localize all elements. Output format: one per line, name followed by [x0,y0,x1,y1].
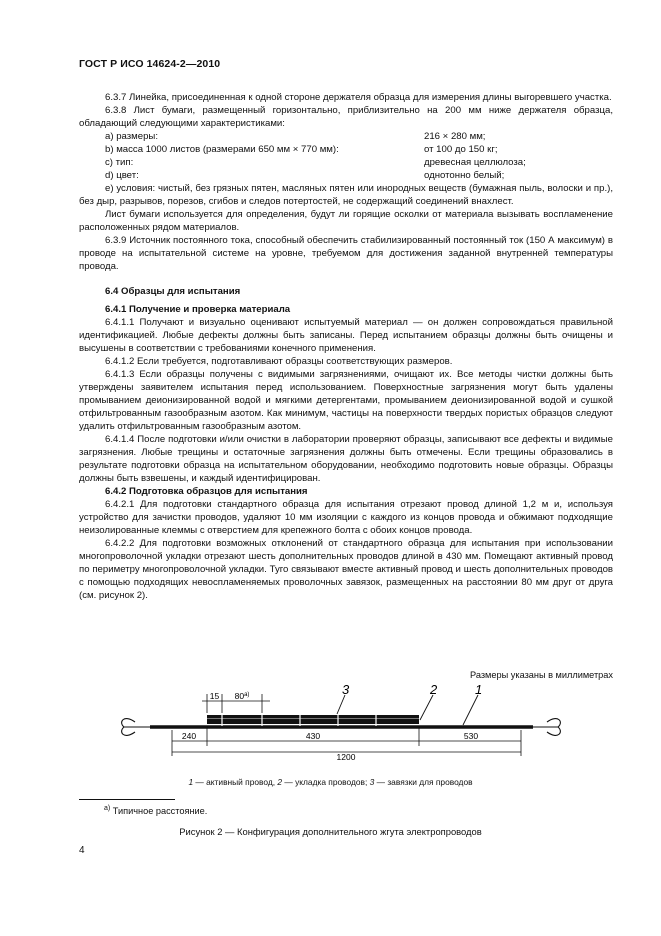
paragraph-6-3-9: 6.3.9 Источник постоянного тока, способный обеспечить стабилизированный постоянный ток (150 А максимум) в проводе на испытательной системе на уровне, требуемом для достижения заданной внутренней температуры провода. [79,235,613,272]
dim-240: 240 [181,731,197,741]
dim-80: 80$^{a)}$ [234,691,250,701]
dimensions-note: Размеры указаны в миллиметрах [470,670,613,680]
paragraph-6-3-8: 6.3.8 Лист бумаги, размещенный горизонтально, приблизительно на 200 мм ниже держателя образца, обладающий следующими характеристиками: [79,105,613,129]
paragraph-paper-use: Лист бумаги используется для определения, будут ли горящие осколки от материала вызывать воспламенение расположенных рядом материалов. [79,209,613,233]
legend-num: 1 [188,777,194,787]
paragraph-6-4-1-2: 6.4.1.2 Если требуется, подготавливают образцы соответствующих размеров. [105,356,453,367]
section-heading-6-4: 6.4 Образцы для испытания [105,286,241,297]
left-terminal [122,719,152,736]
list-key: a) размеры: [105,131,158,142]
footnote [104,805,207,816]
dim-530: 530 [463,731,479,741]
legend-num: 2 [277,777,283,787]
callout-2: 2 [430,682,438,697]
callout-3: 3 [342,682,350,697]
paragraph-6-4-1-3: 6.4.1.3 Если образцы получены с видимыми загрязнениями, очищают их. Все методы чистки должны быть утверждены заявителем испытания перед использованием. Поверхностные загрязнения могут быть удалены промыванием деионизированной водой и мягкими детергентами, промыванием деионизированной водой и сушкой отфильтрованным газообразным азотом. Как минимум, частицы на поверхности твердых пористых образцов следуют удалить отфильтрованным газообразным азотом. [79,369,613,432]
list-key: b) масса 1000 листов (размерами 650 мм × 770 мм): [105,144,339,155]
list-value: от 100 до 150 кг; [424,144,498,155]
dim-430: 430 [305,731,321,741]
paragraph-6-4-2-1: 6.4.2.1 Для подготовки стандартного образца для испытания отрезают провод длиной 1,2 м и, используя устройство для зачистки проводов, удаляют 10 мм изоляции с каждого из концов провода и обжимают подходящие неизолированные клеммы с отверстием для крепежного болта с обоих концов провода. [79,499,613,536]
list-key: c) тип: [105,157,134,168]
figure-legend [0,777,661,787]
dim-15: 15 [209,691,220,701]
right-terminal [530,719,560,736]
paragraph-6-4-1-1: 6.4.1.1 Получают и визуально оценивают испытуемый материал — он должен сопровождаться правильной идентификацией. Любые дефекты должны быть записаны. Перед испытанием образцы должны быть очищены и высушены в соответствии с требованиями конечного применения. [79,317,613,354]
section-heading-6-4-2: 6.4.2 Подготовка образцов для испытания [105,486,308,497]
page-number: 4 [79,845,85,856]
legend-text: — укладка проводов; [282,777,370,787]
list-value: 216 × 280 мм; [424,131,486,142]
list-value: древесная целлюлоза; [424,157,526,168]
list-item-e: е) условия: чистый, без грязных пятен, масляных пятен или инородных веществ (бумажная пыль, волоски и пр.), без дыр, разрывов, порезов, сгибов и следов потертостей, не содержащий соединений внахлест. [79,183,613,207]
legend-text: — активный провод, [193,777,278,787]
dim-1200: 1200 [336,752,356,762]
paragraph-6-3-7: 6.3.7 Линейка, присоединенная к одной стороне держателя образца для измерения длины выгоревшего участка. [105,92,612,103]
figure-title: Рисунок 2 — Конфигурация дополнительного жгута электропроводов [179,826,482,837]
footnote-text: Типичное расстояние. [110,806,208,817]
paragraph-6-4-2-2: 6.4.2.2 Для подготовки возможных отклонений от стандартного образца для испытания при использовании многопроволочной укладки отрезают шесть дополнительных проводов длиной в 430 мм. Помещают активный провод по периметру многопроволочной укладки. Туго связывают вместе активный провод и шесть дополнительных проводов с помощью подходящих невоспламеняемых проволочных завязок, размещенных на расстоянии 80 мм друг от друга (см. рисунок 2). [79,538,613,601]
page-header: ГОСТ Р ИСО 14624-2—2010 [79,58,221,70]
footnote-mark: a) [104,805,111,812]
footnote-divider [79,799,175,800]
wire-bundle [207,715,419,724]
legend-num: 3 [369,777,375,787]
section-heading-6-4-1: 6.4.1 Получение и проверка материала [105,304,291,315]
paragraph-6-4-1-4: 6.4.1.4 После подготовки и/или очистки в лаборатории проверяют образцы, записывают все дефекты и видимые загрязнения. Любые трещины и остаточные загрязнения должны быть отмечены. Если трещины образовались в результате подготовки образца на испытательном оборудовании, необходимо подготовить новые образцы. Образцы должны быть взвешены, и каждый идентифицирован. [79,434,613,484]
list-key: d) цвет: [105,170,139,181]
legend-text: — завязки для проводов [374,777,473,787]
list-value: однотонно белый; [424,170,505,181]
callout-1: 1 [475,682,483,697]
